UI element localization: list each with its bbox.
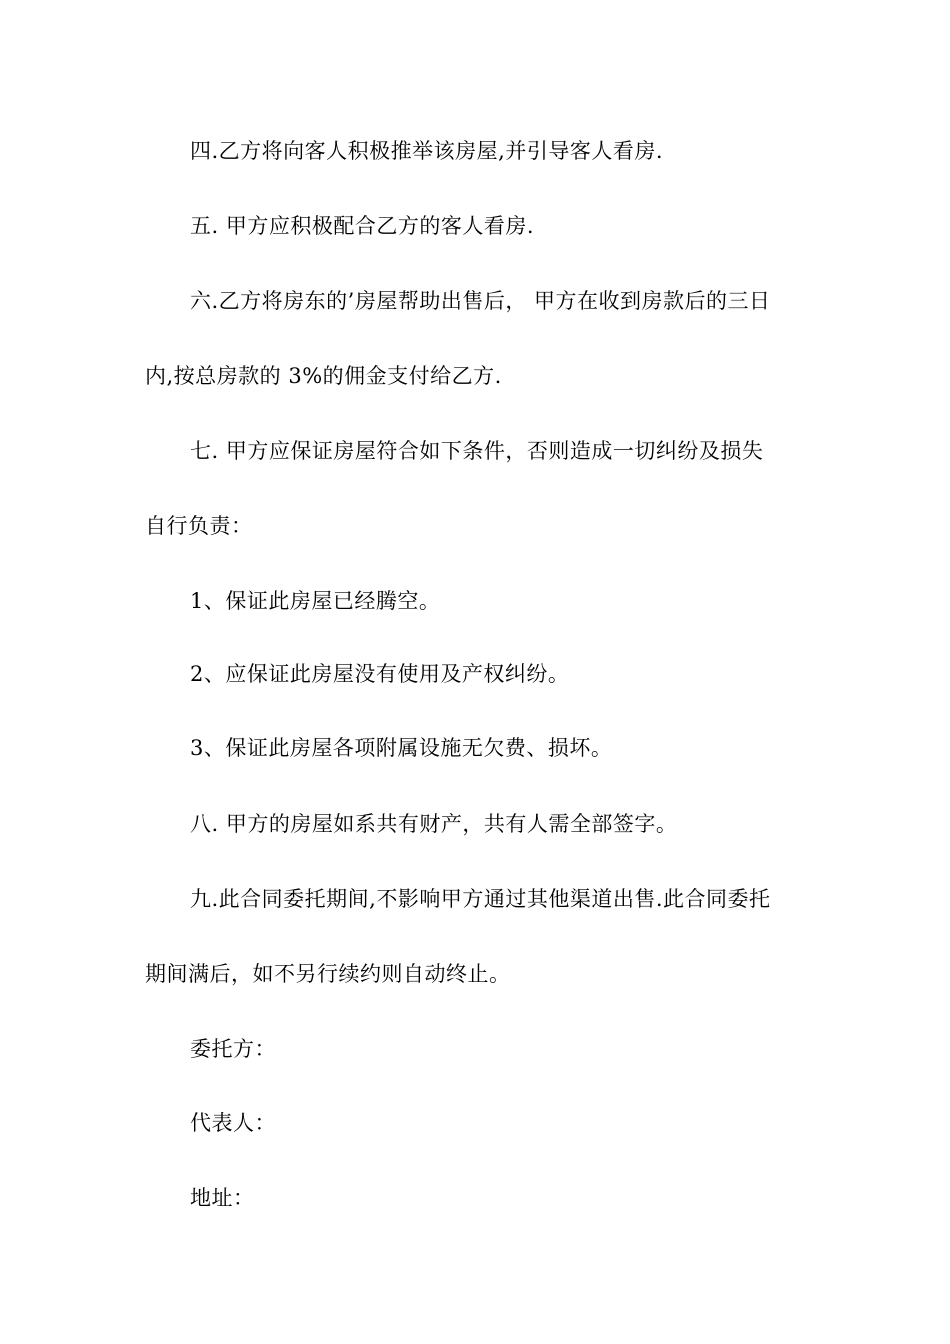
condition-1: 1、保证此房屋已经腾空。 xyxy=(190,589,441,613)
clause-4: 四.乙方将向客人积极推举该房屋,并引导客人看房. xyxy=(190,139,664,163)
clause-5: 五. 甲方应积极配合乙方的客人看房. xyxy=(190,214,535,238)
clause-7-line-1: 七. 甲方应保证房屋符合如下条件，否则造成一切纠纷及损失 xyxy=(190,439,764,463)
clause-8: 八. 甲方的房屋如系共有财产，共有人需全部签字。 xyxy=(190,812,678,836)
condition-3: 3、保证此房屋各项附属设施无欠费、损坏。 xyxy=(190,736,613,760)
clause-6-line-2: 内,按总房款的 3%的佣金支付给乙方. xyxy=(145,364,502,388)
clause-9-line-1: 九.此合同委托期间,不影响甲方通过其他渠道出售.此合同委托 xyxy=(190,887,771,911)
condition-2: 2、应保证此房屋没有使用及产权纠纷。 xyxy=(190,662,570,686)
signature-principal-label: 委托方： xyxy=(190,1037,276,1061)
clause-6-line-1: 六.乙方将房东的’房屋帮助出售后， 甲方在收到房款后的三日 xyxy=(190,289,771,313)
clause-9-line-2: 期间满后，如不另行续约则自动终止。 xyxy=(145,962,511,986)
signature-representative-label: 代表人： xyxy=(190,1111,276,1135)
signature-address-label: 地址： xyxy=(190,1186,255,1210)
clause-7-line-2: 自行负责： xyxy=(145,514,253,538)
